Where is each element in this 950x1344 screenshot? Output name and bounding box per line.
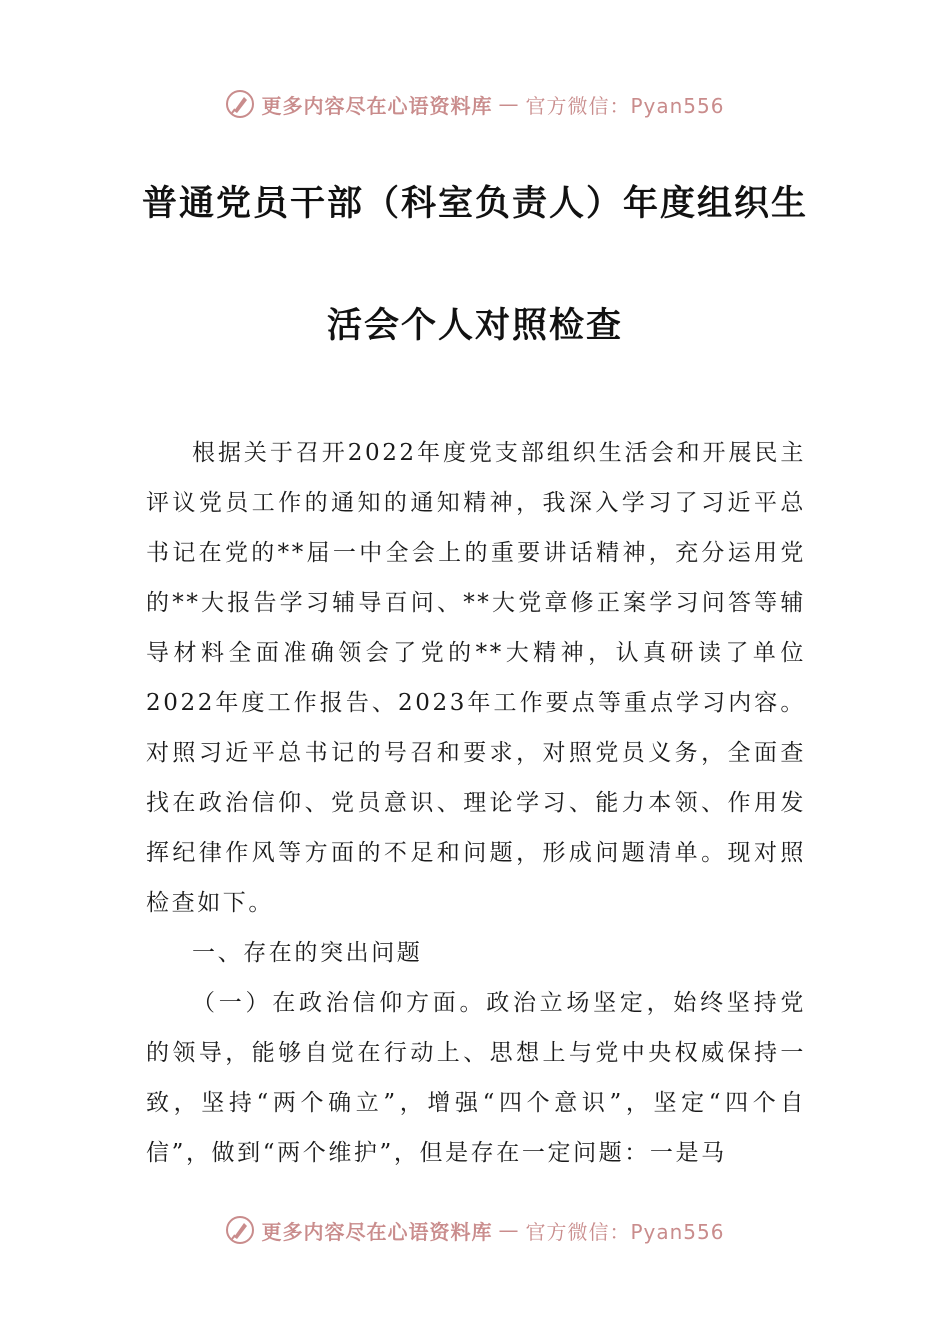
watermark-brand: 更多内容尽在心语资料库 [261,1219,493,1244]
document-title-line2: 活会个人对照检查 [326,306,623,346]
watermark-wechat: 官方微信：Pyan556 [525,1219,725,1244]
section-heading: 一、存在的突出问题 [192,940,423,966]
document-body [146,428,806,1178]
watermark-separator: — [498,92,520,116]
watermark-footer [0,1210,950,1250]
document-title-line1: 普通党员干部（科室负责人）年度组织生 [141,184,808,224]
watermark-wechat: 官方微信：Pyan556 [525,93,725,118]
watermark-header [0,84,950,124]
watermark-brand: 更多内容尽在心语资料库 [261,93,493,118]
subsection-paragraph: （一）在政治信仰方面。政治立场坚定，始终坚持党的领导，能够自觉在行动上、思想上与党中央权威保持一致，坚持“两个确立”，增强“四个意识”，坚定“四个自信”，做到“两个维护”，但是存在一定问题：一是马 [146,990,806,1166]
pen-nib-logo-icon [225,89,255,119]
intro-paragraph: 根据关于召开2022年度党支部组织生活会和开展民主评议党员工作的通知的通知精神，我深入学习了习近平总书记在党的**届一中全会上的重要讲话精神，充分运用党的**大报告学习辅导百问、**大党章修正案学习问答等辅导材料全面准确领会了党的**大精神，认真研读了单位2022年度工作报告、2023年工作要点等重点学习内容。对照习近平总书记的号召和要求，对照党员义务，全面查找在政治信仰、党员意识、理论学习、能力本领、作用发挥纪律作风等方面的不足和问题，形成问题清单。现对照检查如下。 [146,440,806,916]
pen-nib-logo-icon [225,1215,255,1245]
watermark-separator: — [498,1218,520,1242]
